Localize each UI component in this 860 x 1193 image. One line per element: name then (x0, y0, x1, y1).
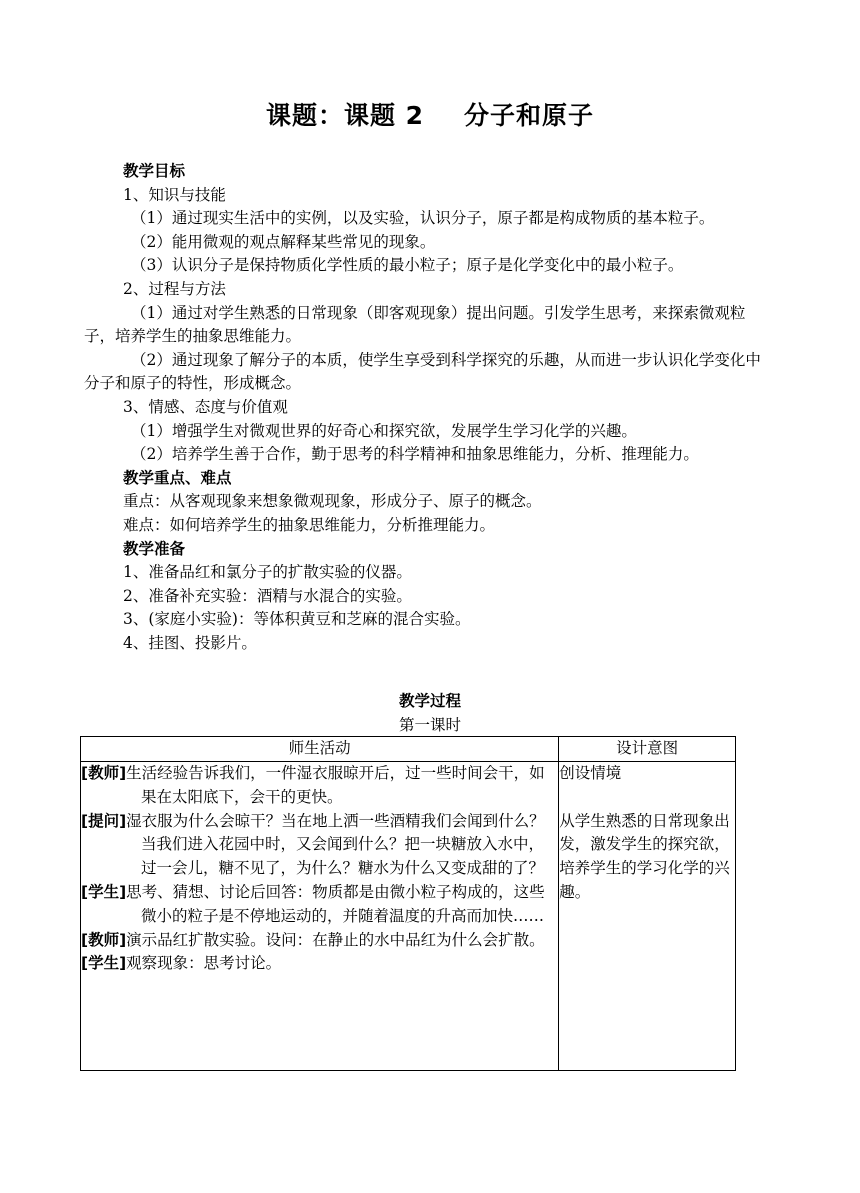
role-label: [学生] (81, 882, 127, 901)
header-activities: 师生活动 (81, 737, 559, 762)
knowledge-heading: 1、知识与技能 (123, 185, 226, 204)
lesson-body (84, 160, 774, 655)
title-main: 分子和原子 (464, 101, 595, 130)
key-point-difficulty: 难点：如何培养学生的抽象思维能力，分析推理能力。 (123, 515, 496, 534)
key-point-focus: 重点：从客观现象来想象微观现象，形成分子、原子的概念。 (123, 492, 542, 511)
knowledge-item-2: （2）能用微观的观点解释某些常见的现象。 (131, 232, 436, 251)
process-item-1: （1）通过对学生熟悉的日常现象（即客观现象）提出问题。引发学生思考，来探索微观粒子，培养学生的抽象思维能力。 (84, 303, 746, 346)
table-header-row (81, 737, 736, 762)
process-heading: 2、过程与方法 (123, 279, 226, 298)
preparation-item-2: 2、准备补充实验：酒精与水混合的实验。 (123, 586, 412, 605)
role-label: [学生] (81, 954, 127, 973)
role-label: [提问] (81, 811, 127, 830)
emotion-item-1: （1）增强学生对微观世界的好奇心和探究欲，发展学生学习化学的兴趣。 (131, 421, 637, 440)
preparation-item-3: 3、(家庭小实验)：等体积黄豆和芝麻的混合实验。 (123, 610, 471, 629)
process-section-heading: 教学过程 (398, 692, 461, 710)
design-intent-cell (559, 762, 736, 1071)
activity-entry (81, 762, 558, 810)
title-prefix: 课题：课题 2 (265, 101, 425, 130)
objectives-heading: 教学目标 (123, 162, 186, 180)
knowledge-item-3: （3）认识分子是保持物质化学性质的最小粒子；原子是化学变化中的最小粒子。 (131, 256, 684, 275)
activity-text: 演示品红扩散实验。设问：在静止的水中品红为什么会扩散。 (126, 930, 545, 949)
emotion-heading: 3、情感、态度与价值观 (123, 397, 288, 416)
intent-label: 创设情境 (559, 764, 622, 782)
header-design-intent: 设计意图 (559, 737, 736, 762)
activity-entry (81, 929, 558, 953)
activity-text: 湿衣服为什么会晾干？当在地上洒一些酒精我们会闻到什么？当我们进入花园中时，又会闻到什么？把一块糖放入水中，过一会儿，糖不见了，为什么？糖水为什么又变成甜的了？ (126, 811, 545, 878)
key-points-heading: 教学重点、难点 (123, 468, 232, 487)
activity-entry (81, 810, 558, 881)
activity-text: 思考、猜想、讨论后回答：物质都是由微小粒子构成的，这些微小的粒子是不停地运动的，并随着温度的升高而加快…… (126, 882, 545, 925)
role-label: [教师] (81, 764, 127, 782)
preparation-heading: 教学准备 (123, 539, 186, 558)
page-title (0, 96, 860, 132)
activities-cell (81, 762, 559, 1071)
teaching-process-table (80, 736, 736, 1071)
activity-entry (81, 952, 558, 976)
activity-text: 观察现象：思考讨论。 (126, 954, 282, 973)
preparation-item-4: 4、挂图、投影片。 (123, 633, 257, 652)
process-item-2: （2）通过现象了解分子的本质，使学生享受到科学探究的乐趣，从而进一步认识化学变化中分子和原子的特性，形成概念。 (84, 350, 761, 393)
knowledge-item-1: （1）通过现实生活中的实例，以及实验，认识分子，原子都是构成物质的基本粒子。 (131, 209, 715, 228)
table-row (81, 762, 736, 1071)
role-label: [教师] (81, 930, 127, 949)
activity-text: 生活经验告诉我们，一件湿衣服晾开后，过一些时间会干，如果在太阳底下，会干的更快。 (126, 764, 545, 806)
process-section-subheading: 第一课时 (398, 716, 461, 734)
intent-text: 从学生熟悉的日常现象出发，激发学生的探究欲，培养学生的学习化学的兴趣。 (559, 811, 730, 901)
emotion-item-2: （2）培养学生善于合作，勤于思考的科学精神和抽象思维能力，分析、推理能力。 (131, 445, 699, 464)
activity-entry (81, 881, 558, 929)
preparation-item-1: 1、准备品红和氯分子的扩散实验的仪器。 (123, 563, 412, 582)
